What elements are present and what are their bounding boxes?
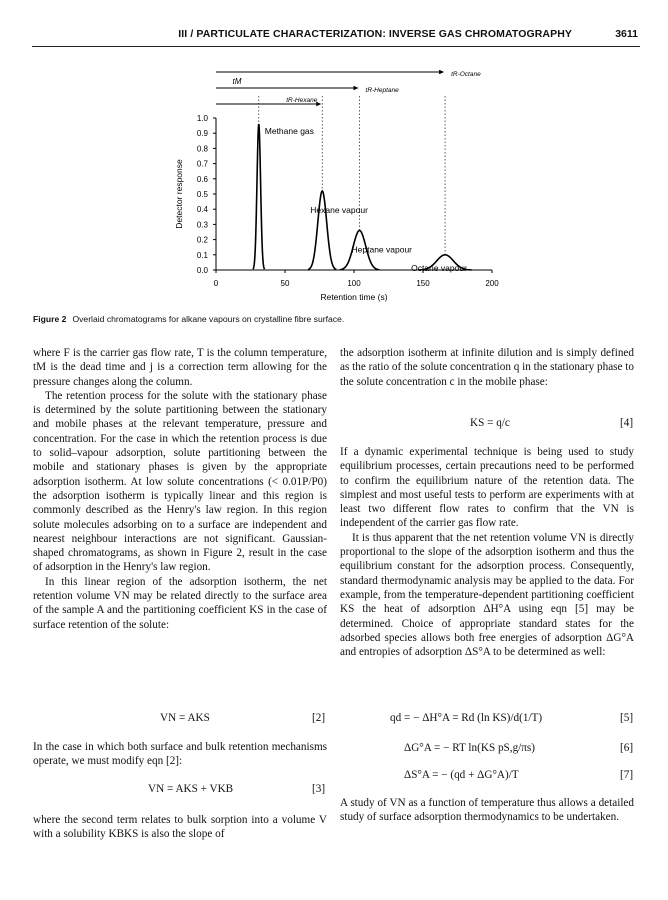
paragraph: It is thus apparent that the net retention volume VN is directly proportional to the slope of the adsorption isotherm and thus the equilibrium constant for the adsorption process. Consequently, standard thermodynamic analysis may be applied to the data. For example, from the temperature-dependent partitioning coefficient KS the heat of adsorption ΔH°A using eqn [5] may be determined. Choice of appropriate standard states for the adsorbed species allows both free energies of adsorption ΔG°A and entropies of adsorption ΔS°A to be determined as well:: [340, 531, 634, 659]
paragraph: A study of VN as a function of temperature thus allows a detailed study of surface adsorption thermodynamics to be undertaken.: [340, 797, 634, 824]
equation-text: qd = − ΔH°A = Rd (ln KS)/d(1/T): [390, 712, 543, 724]
figure-label: Figure 2: [33, 314, 67, 324]
y-tick-label: 0.3: [196, 220, 208, 230]
running-title: III / PARTICULATE CHARACTERIZATION: INVERSE GAS CHROMATOGRAPHY: [178, 28, 572, 40]
equation-text: VN = AKS: [160, 712, 210, 724]
right-column-top: [340, 346, 634, 389]
x-tick-label: 100: [347, 279, 361, 288]
figure-caption: [33, 314, 633, 324]
y-tick-label: 0.8: [196, 144, 208, 154]
paragraph: where F is the carrier gas flow rate, T is the column temperature, tM is the dead time and j is a correction term allowing for the pressure changes along the column.: [33, 347, 327, 388]
left-column: [33, 346, 327, 632]
page-number: 3611: [615, 28, 638, 40]
equation-4: [470, 417, 635, 429]
x-tick-label: 0: [213, 279, 219, 288]
equation-text: KS = q/c: [470, 417, 510, 429]
equation-7: [404, 769, 635, 781]
y-tick-label: 1.0: [196, 114, 208, 123]
x-axis-label: Retention time (s): [320, 292, 388, 302]
equation-number: [3]: [312, 783, 326, 795]
time-marker-label: tM: [232, 77, 242, 86]
right-end-text: [340, 796, 634, 825]
y-tick-label: 0.6: [196, 174, 208, 184]
arrow-head-icon: [354, 86, 359, 90]
running-header: [0, 28, 668, 44]
equation-number: [6]: [620, 742, 634, 754]
y-axis-label: Detector response: [174, 159, 184, 229]
x-tick-label: 150: [416, 279, 430, 288]
equation-5: [390, 712, 635, 724]
y-tick-label: 0.5: [196, 190, 208, 199]
equation-number: [7]: [620, 769, 634, 781]
x-tick-label: 200: [485, 279, 499, 288]
right-column: [340, 445, 634, 659]
arrow-head-icon: [439, 70, 444, 74]
y-tick-label: 0.7: [196, 159, 208, 169]
equation-text: ΔS°A = − (qd + ΔG°A)/T: [404, 769, 519, 781]
equation-text: ΔG°A = − RT ln(KS pS,g/πs): [404, 742, 536, 754]
y-tick-label: 0.4: [196, 205, 208, 215]
peak-label: Heptane vapour: [351, 244, 413, 255]
y-tick-label: 0.0: [196, 266, 208, 275]
paragraph: If a dynamic experimental technique is being used to study equilibrium processes, certain precautions need to be performed to confirm the equilibrium nature of the retention data. The simplest and most useful tests to perform are experiments with at least two different flow rates to confirm that the VN is independent of the carrier gas flow rate.: [340, 446, 634, 530]
equation-number: [2]: [312, 712, 326, 724]
peak-label: Hexane vapour: [310, 204, 368, 215]
paragraph: The retention process for the solute with the stationary phase is determined by the solute partitioning between the stationary and mobile phases at the relevant temperature, pressure and concentration. For the case in which the retention process is due to solid–vapour adsorption, solute partitioning between the mobile and stationary phases is given by the appropriate adsorption isotherm. At low solute concentrations (< 0.01P/P0) the adsorption isotherm is typically linear and this region is commonly described as the Henry's law region. In this region solute molecules adsorbing on to a surface are independent and nearest neighbour interactions are not significant. Gaussian-shaped chromatograms, as shown in Figure 2, result in the case of adsorption in the Henry's law region.: [33, 389, 327, 574]
y-tick-label: 0.1: [196, 250, 208, 260]
x-tick-label: 50: [280, 279, 290, 288]
paragraph: In this linear region of the adsorption isotherm, the net retention volume VN may be related directly to the surface area of the sample A and the partitioning coefficient KS in the case of surface retention of the solute:: [33, 575, 327, 631]
chromatogram-chart: [160, 60, 510, 310]
equation-2: [160, 712, 328, 724]
equation-3: [148, 783, 328, 795]
paragraph: In the case in which both surface and bulk retention mechanisms operate, we must modify eqn [2]:: [33, 741, 327, 768]
left-mid-text: [33, 740, 327, 769]
paragraph: where the second term relates to bulk sorption into a volume V with a solubility KBKS is also the slope of: [33, 814, 327, 841]
y-tick-label: 0.2: [196, 235, 208, 245]
equation-text: VN = AKS + VKB: [148, 783, 234, 795]
peak-hexane-vapour: [308, 191, 336, 270]
time-marker-label: tR-Heptane: [365, 87, 399, 94]
header-rule: [32, 46, 640, 47]
paragraph: the adsorption isotherm at infinite dilution and is simply defined as the ratio of the solute concentration q in the stationary phase to the solute concentration c in the mobile phase:: [340, 347, 634, 388]
peak-methane-gas: [253, 124, 264, 269]
equation-number: [4]: [620, 417, 634, 429]
time-marker-label: tR-Octane: [451, 71, 481, 78]
y-tick-label: 0.9: [196, 129, 208, 139]
equation-6: [404, 742, 635, 754]
peak-label: Methane gas: [264, 126, 314, 137]
equation-number: [5]: [620, 712, 634, 724]
peak-label: Octane vapour: [411, 262, 467, 273]
left-end-text: [33, 813, 327, 842]
figure-caption-text: Overlaid chromatograms for alkane vapours on crystalline fibre surface.: [72, 314, 345, 324]
time-marker-label: tR-Hexane: [286, 97, 318, 104]
